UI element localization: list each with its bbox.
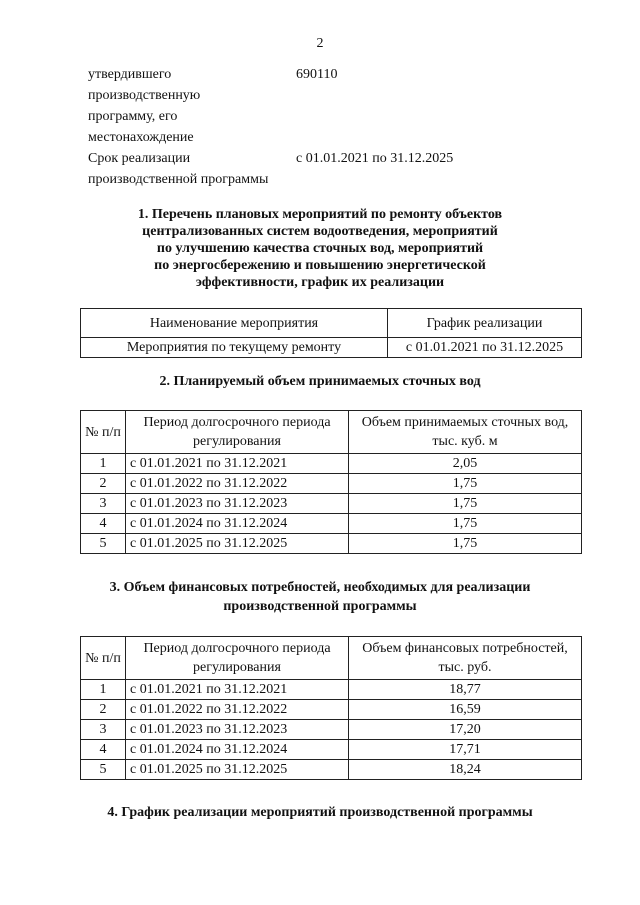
table-cell: 1 (81, 454, 126, 474)
table-cell: 1,75 (349, 514, 582, 534)
table-row (81, 514, 582, 534)
owner-address-value: 690110 (296, 67, 338, 82)
table-row (81, 680, 582, 700)
table-header: Наименование мероприятия (81, 309, 388, 338)
table-row (81, 720, 582, 740)
table-header-row (81, 637, 582, 680)
table-header: Объем принимаемых сточных вод, тыс. куб. м (349, 411, 582, 454)
table-cell: 1,75 (349, 534, 582, 554)
table-cell: 2,05 (349, 454, 582, 474)
table-cell: 18,24 (349, 760, 582, 780)
table-cell: 4 (81, 740, 126, 760)
table-cell: 1 (81, 680, 126, 700)
table-body (81, 454, 582, 554)
page-number: 2 (316, 36, 324, 51)
table-cell: 4 (81, 514, 126, 534)
table-cell: 1,75 (349, 474, 582, 494)
table-cell: 18,77 (349, 680, 582, 700)
table-header-row (81, 309, 582, 338)
financial-needs-table (80, 636, 582, 780)
section3-title: 3. Объем финансовых потребностей, необходимых для реализации производственной программы (109, 580, 531, 614)
table-header: Период долгосрочного периода регулирования (126, 637, 349, 680)
table-cell: с 01.01.2023 по 31.12.2023 (126, 494, 349, 514)
table-header: № п/п (81, 411, 126, 454)
section1-title: 1. Перечень плановых мероприятий по ремонту объектов централизованных систем водоотведения, мероприятий по улучшению качества сточных вод, мероприятий по энергосбережению и повышению энергетической эффективности, график их реализации (137, 207, 503, 290)
table-row (81, 338, 582, 358)
table-cell: с 01.01.2025 по 31.12.2025 (126, 534, 349, 554)
table-row (81, 760, 582, 780)
table-header: График реализации (388, 309, 582, 338)
table-cell: с 01.01.2025 по 31.12.2025 (126, 760, 349, 780)
table-cell: 3 (81, 494, 126, 514)
table-cell: 17,20 (349, 720, 582, 740)
table-cell: с 01.01.2023 по 31.12.2023 (126, 720, 349, 740)
table-row (81, 454, 582, 474)
term-label: Срок реализации производственной программы (88, 151, 269, 187)
wastewater-volume-table (80, 410, 582, 554)
table-cell: 3 (81, 720, 126, 740)
table-body (81, 680, 582, 780)
table-header: Период долгосрочного периода регулирования (126, 411, 349, 454)
table-cell: 2 (81, 700, 126, 720)
table-cell: с 01.01.2022 по 31.12.2022 (126, 474, 349, 494)
table-header: Объем финансовых потребностей, тыс. руб. (349, 637, 582, 680)
table-cell: с 01.01.2022 по 31.12.2022 (126, 700, 349, 720)
table-cell: 5 (81, 534, 126, 554)
owner-address-label: утвердившего производственную программу, его местонахождение (88, 67, 201, 145)
table-header: № п/п (81, 637, 126, 680)
table-cell: 2 (81, 474, 126, 494)
table-cell: с 01.01.2024 по 31.12.2024 (126, 740, 349, 760)
section4-title: 4. График реализации мероприятий производственной программы (107, 805, 533, 820)
table-row (81, 474, 582, 494)
table-cell: с 01.01.2024 по 31.12.2024 (126, 514, 349, 534)
table-cell: 5 (81, 760, 126, 780)
table-cell: с 01.01.2021 по 31.12.2025 (388, 338, 582, 358)
table-header-row (81, 411, 582, 454)
table-cell: Мероприятия по текущему ремонту (81, 338, 388, 358)
table-row (81, 740, 582, 760)
table-cell: 16,59 (349, 700, 582, 720)
program-info (88, 64, 568, 190)
table-row (81, 534, 582, 554)
table-row (81, 700, 582, 720)
table-cell: с 01.01.2021 по 31.12.2021 (126, 454, 349, 474)
table-cell: с 01.01.2021 по 31.12.2021 (126, 680, 349, 700)
table-row (81, 494, 582, 514)
table-cell: 1,75 (349, 494, 582, 514)
section2-title: 2. Планируемый объем принимаемых сточных вод (159, 374, 481, 389)
activities-table (80, 308, 582, 358)
term-row (88, 148, 568, 190)
owner-address-row (88, 64, 568, 148)
table-cell: 17,71 (349, 740, 582, 760)
term-value: с 01.01.2021 по 31.12.2025 (296, 151, 454, 166)
